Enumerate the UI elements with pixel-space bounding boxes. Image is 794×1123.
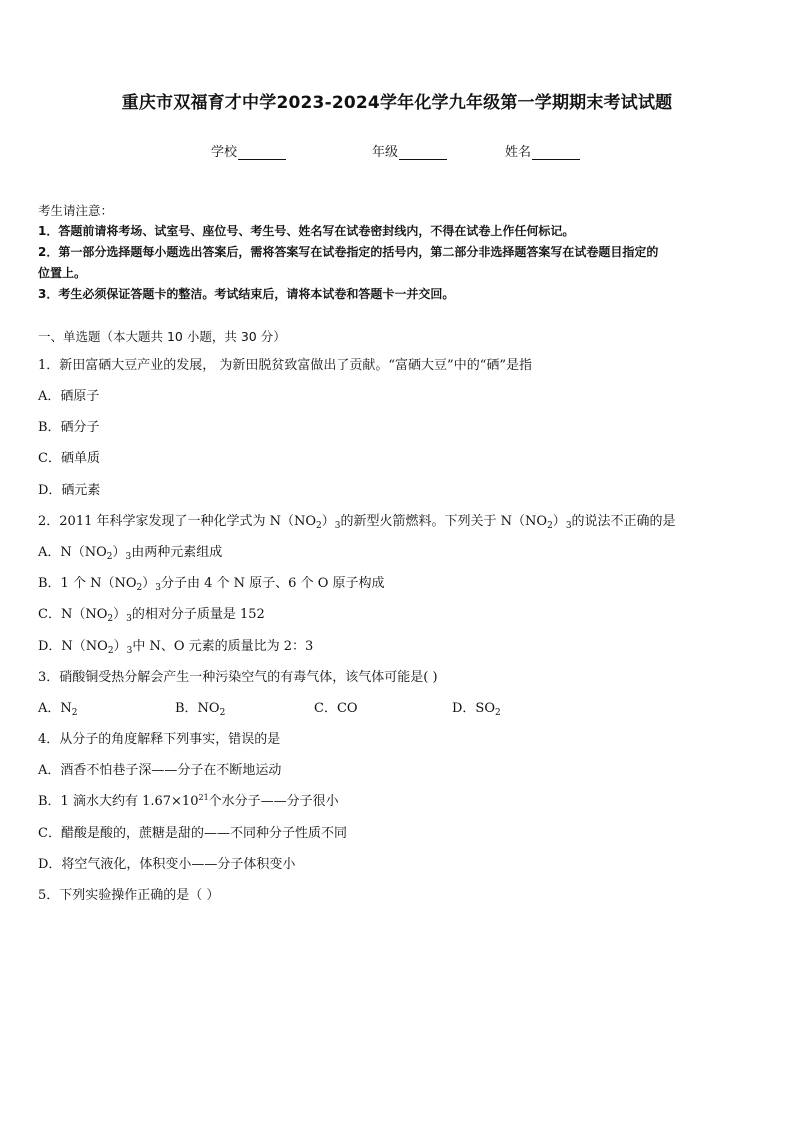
subscript: 2 [547, 521, 553, 531]
option-text: ） [113, 607, 127, 622]
question-1-option-c[interactable]: C．硒单质 [38, 451, 100, 466]
question-2-option-b[interactable] [38, 572, 385, 591]
subscript: 3 [126, 614, 132, 624]
option-text: 分子由 4 个 N 原子、6 个 O 原子构成 [160, 576, 385, 591]
question-1-option-b[interactable]: B．硒分子 [38, 420, 100, 435]
superscript: 21 [198, 793, 209, 802]
option-text: B．1 个 N（NO [38, 576, 137, 591]
student-info-row [0, 141, 794, 161]
notice-item: 位置上。 [38, 266, 87, 280]
name-label: 姓名 [505, 145, 532, 160]
subscript: 2 [219, 708, 226, 718]
option-text: 由两种元素组成 [131, 545, 223, 560]
subscript: 2 [136, 583, 143, 593]
school-field[interactable] [211, 141, 286, 160]
question-2-stem [38, 510, 676, 529]
question-5-stem: 5．下列实验操作正确的是（ ） [38, 888, 220, 903]
option-text: ） [113, 639, 127, 654]
question-4-option-c[interactable]: C．醋酸是酸的，蔗糖是甜的——不同种分子性质不同 [38, 826, 347, 841]
question-4-option-d[interactable]: D．将空气液化，体积变小——分子体积变小 [38, 857, 296, 872]
subscript: 3 [126, 646, 133, 656]
stem-text: 的新型火箭燃料。下列关于 N（NO [340, 514, 548, 529]
question-4-option-b[interactable] [38, 790, 339, 809]
question-4-option-a[interactable]: A．酒香不怕巷子深——分子在不断地运动 [38, 763, 282, 778]
subscript: 2 [316, 521, 322, 531]
subscript: 2 [71, 708, 78, 718]
stem-text: ） [552, 514, 566, 529]
option-text: 个水分子——分子很小 [208, 794, 339, 809]
question-3-option-b[interactable] [175, 697, 225, 716]
question-3-option-a[interactable] [38, 697, 78, 716]
question-1-option-a[interactable]: A．硒原子 [38, 389, 100, 404]
subscript: 3 [155, 583, 161, 593]
grade-blank[interactable] [399, 145, 447, 160]
question-1-stem: 1．新田富硒大豆产业的发展， 为新田脱贫致富做出了贡献。“富硒大豆”中的“硒”是指 [38, 358, 532, 373]
option-text: D．N（NO [38, 639, 108, 654]
option-text: 的相对分子质量是 152 [131, 607, 265, 622]
exam-notice [38, 200, 760, 305]
notice-item: 1．答题前请将考场、试室号、座位号、考生号、姓名写在试卷密封线内，不得在试卷上作任何标记。 [38, 224, 575, 238]
option-text: ） [112, 545, 126, 560]
notice-header: 考生请注意： [38, 203, 114, 218]
stem-text: ） [321, 514, 335, 529]
subscript: 2 [107, 646, 114, 656]
page-title: 重庆市双福育才中学2023-2024学年化学九年级第一学期期末考试试题 [121, 93, 673, 113]
option-text: D．SO [452, 701, 495, 716]
question-1-option-d[interactable]: D．硒元素 [38, 483, 101, 498]
stem-text: 2．2011 年科学家发现了一种化学式为 N（NO [38, 514, 317, 529]
option-text: B．NO [175, 701, 220, 716]
notice-item: 3．考生必须保证答题卡的整洁。考试结束后，请将本试卷和答题卡一并交回。 [38, 287, 455, 301]
question-2-option-c[interactable] [38, 603, 265, 622]
notice-item: 2．第一部分选择题每小题选出答案后，需将答案写在试卷指定的括号内，第二部分非选择题答案写在试卷题目指定的 [38, 245, 659, 259]
option-text: C．N（NO [38, 607, 108, 622]
school-label: 学校 [211, 145, 238, 160]
section-heading: 一、单选题（本大题共 10 小题，共 30 分） [38, 329, 286, 344]
subscript: 2 [495, 708, 501, 718]
name-field[interactable] [505, 141, 580, 160]
option-text: A．N [38, 701, 72, 716]
question-2-option-a[interactable] [38, 541, 222, 560]
question-3-stem: 3．硝酸铜受热分解会产生一种污染空气的有毒气体，该气体可能是( ) [38, 670, 438, 685]
stem-text: 的说法不正确的是 [571, 514, 676, 529]
grade-label: 年级 [372, 145, 399, 160]
option-text: A．N（NO [38, 545, 107, 560]
name-blank[interactable] [532, 145, 580, 160]
question-3-option-c[interactable]: C．CO [314, 701, 358, 716]
subscript: 3 [334, 521, 341, 531]
option-text: ） [142, 576, 156, 591]
question-3-option-d[interactable] [452, 697, 501, 716]
option-text: B．1 滴水大约有 1.67×10 [38, 794, 199, 809]
question-4-stem: 4．从分子的角度解释下列事实，错误的是 [38, 732, 281, 747]
school-blank[interactable] [238, 145, 286, 160]
subscript: 2 [106, 552, 113, 562]
question-2-option-d[interactable] [38, 635, 313, 654]
subscript: 3 [565, 521, 572, 531]
subscript: 3 [125, 552, 132, 562]
grade-field[interactable] [372, 141, 447, 160]
option-text: 中 N、O 元素的质量比为 2：3 [132, 639, 314, 654]
subscript: 2 [107, 614, 114, 624]
